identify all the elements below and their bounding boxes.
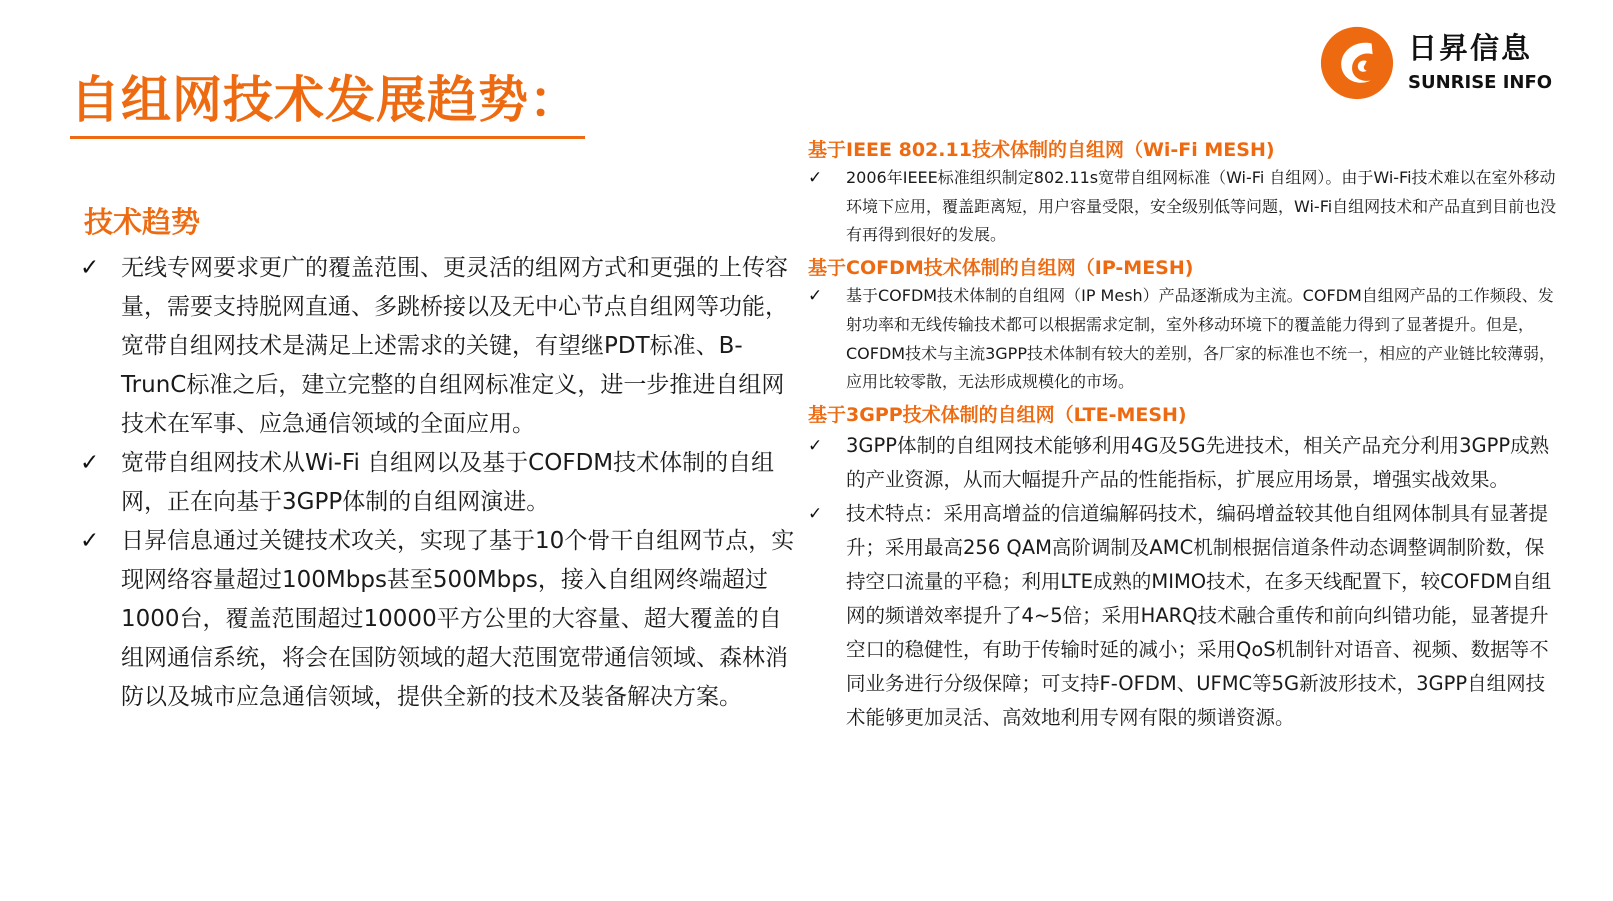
check-icon: ✓ (808, 503, 823, 524)
list-item-text: 技术特点：采用高增益的信道编解码技术，编码增益较其他自组网体制具有显著提升；采用最高256 QAM高阶调制及AMC机制根据信道条件动态调整调制阶数，保持空口流量的平稳；利用LTE成熟的MIMO技术，在多天线配置下，较COFDM自组网的频谱效率提升了4~5倍；采用HARQ技术融合重传和前向纠错功能，显著提升空口的稳健性，有助于传输时延的减小；采用QoS机制针对语音、视频、数据等不同业务进行分级保障；可支持F-OFDM、UFMC等5G新波形技术，3GPP自组网技术能够更加灵活、高效地利用专网有限的频谱资源。 (846, 501, 1552, 729)
list-item-text: 日昇信息通过关键技术攻关，实现了基于10个骨干自组网节点，实现网络容量超过100Mbps甚至500Mbps，接入自组网终端超过1000台，覆盖范围超过10000平方公里的大容量、超大覆盖的自组网通信系统，将会在国防领域的超大范围宽带通信领域、森林消防以及城市应急通信领域，提供全新的技术及装备解决方案。 (121, 528, 795, 710)
list-item-text: 2006年IEEE标准组织制定802.11s宽带自组网标准（Wi-Fi 自组网）。由于Wi-Fi技术难以在室外移动环境下应用，覆盖距离短，用户容量受限，安全级别低等问题，Wi-Fi自组网技术和产品直到目前也没有再得到很好的发展。 (846, 168, 1557, 245)
check-icon: ✓ (808, 286, 823, 307)
wifi-mesh-section (808, 136, 1558, 250)
tech-trend-heading: 技术趋势 (84, 205, 201, 239)
brand-name-cn: 日昇信息 (1408, 31, 1533, 65)
check-icon: ✓ (80, 528, 100, 554)
lte-mesh-section (808, 401, 1558, 735)
list-item-text: 无线专网要求更广的覆盖范围、更灵活的组网方式和更强的上传容量，需要支持脱网直通、多跳桥接以及无中心节点自组网等功能，宽带自组网技术是满足上述需求的关键，有望继PDT标准、B-TrunC标准之后，建立完整的自组网标准定义，进一步推进自组网技术在军事、应急通信领域的全面应用。 (121, 255, 788, 437)
list-item (80, 444, 800, 522)
list-item-text: 宽带自组网技术从Wi-Fi 自组网以及基于COFDM技术体制的自组网，正在向基于3GPP体制的自组网演进。 (121, 450, 775, 515)
list-item (808, 282, 1558, 397)
right-column (808, 136, 1558, 739)
section-heading: 基于COFDM技术体制的自组网（IP-MESH) (808, 257, 1194, 280)
list-item (808, 429, 1558, 497)
section-heading: 基于3GPP技术体制的自组网（LTE-MESH) (808, 403, 1187, 426)
title-underline (70, 136, 585, 139)
list-item (808, 497, 1558, 735)
page-title: 自组网技术发展趋势： (70, 71, 580, 129)
check-icon: ✓ (808, 435, 823, 456)
left-column (80, 200, 800, 717)
list-item-text: 3GPP体制的自组网技术能够利用4G及5G先进技术，相关产品充分利用3GPP成熟的产业资源，从而大幅提升产品的性能指标，扩展应用场景，增强实战效果。 (846, 433, 1550, 491)
tech-trend-list (80, 249, 800, 717)
check-icon: ✓ (80, 255, 100, 281)
list-item (808, 164, 1558, 250)
sunrise-logo-icon (1318, 24, 1396, 102)
brand-name-en: SUNRISE INFO (1408, 72, 1553, 93)
ip-mesh-section (808, 254, 1558, 397)
check-icon: ✓ (80, 450, 100, 476)
check-icon: ✓ (808, 168, 823, 188)
brand-logo (1318, 22, 1568, 107)
list-item-text: 基于COFDM技术体制的自组网（IP Mesh）产品逐渐成为主流。COFDM自组网产品的工作频段、发射功率和无线传输技术都可以根据需求定制，室外移动环境下的覆盖能力得到了显著提升。但是，COFDM技术与主流3GPP技术体制有较大的差别，各厂家的标准也不统一，相应的产业链比较薄弱，应用比较零散，无法形成规模化的市场。 (846, 286, 1555, 392)
list-item (80, 522, 800, 717)
list-item (80, 249, 800, 444)
section-heading: 基于IEEE 802.11技术体制的自组网（Wi-Fi MESH) (808, 139, 1275, 161)
